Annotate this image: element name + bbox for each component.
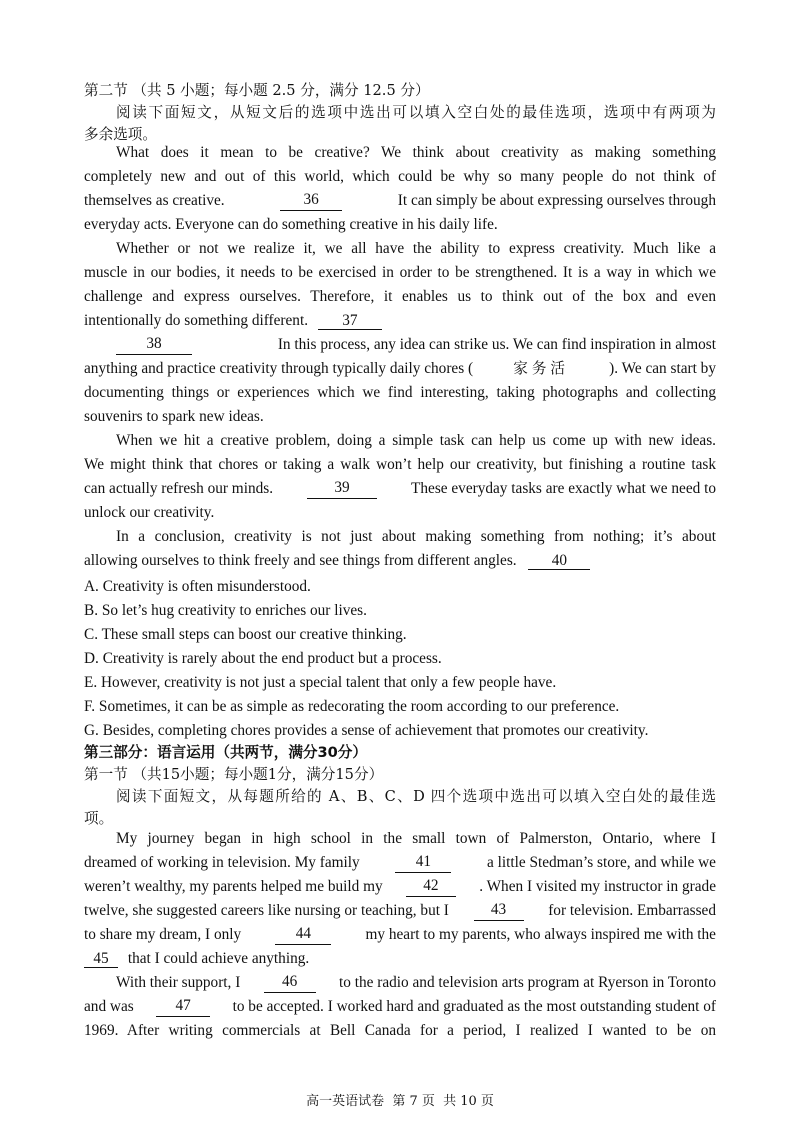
passage-line: When we hit a creative problem, doing a simple task can help us come up with new ideas.	[116, 432, 716, 449]
passage-text: can actually refresh our minds.	[84, 480, 274, 497]
passage-text: With their support, I	[116, 974, 241, 991]
option-f: F. Sometimes, it can be as simple as redecorating the room according to our preference.	[84, 698, 620, 715]
passage-line	[84, 191, 716, 211]
passage-text: a little Stedman’s store, and while we	[487, 854, 716, 871]
passage-line: challenge and express ourselves. Therefore, it enables us to think out of the box and even	[84, 288, 716, 305]
passage-text: . When I visited my instructor in grade	[479, 878, 716, 895]
page-footer: 高一英语试卷 第 7 页 共 10 页	[306, 1094, 494, 1109]
option-d: D. Creativity is rarely about the end product but a process.	[84, 650, 442, 667]
passage-line: 1969. After writing commercials at Bell Canada for a period, I realized I wanted to be on	[84, 1022, 716, 1039]
passage-line: My journey began in high school in the small town of Palmerston, Ontario, where I	[116, 830, 716, 847]
passage-text: for television. Embarrassed	[548, 902, 716, 919]
passage-line	[84, 949, 309, 969]
passage-text: These everyday tasks are exactly what we need to	[411, 480, 716, 497]
option-g: G. Besides, completing chores provides a sense of achievement that promotes our creativity.	[84, 722, 649, 739]
passage-line	[84, 877, 716, 897]
answer-blank-42: 42	[406, 877, 456, 897]
passage-line: In a conclusion, creativity is not just about making something from nothing; it’s about	[116, 528, 716, 545]
passage-text: dreamed of working in television. My family	[84, 854, 360, 871]
passage-text: allowing ourselves to think freely and see things from different angles.	[84, 552, 517, 569]
passage-text: to share my dream, I only	[84, 926, 242, 943]
answer-blank-37: 37	[318, 312, 382, 330]
answer-blank-38: 38	[116, 335, 192, 355]
passage-text: my heart to my parents, who always inspired me with the	[365, 926, 716, 943]
passage-line	[84, 997, 716, 1017]
option-e: E. However, creativity is not just a special talent that only a few people have.	[84, 674, 557, 691]
passage-text: twelve, she suggested careers like nursing or teaching, but I	[84, 902, 449, 919]
passage-line	[84, 901, 716, 921]
answer-blank-36: 36	[280, 191, 342, 211]
passage-line	[116, 973, 716, 993]
passage-text: intentionally do something different.	[84, 312, 309, 329]
chinese-gloss: 家务活	[513, 360, 570, 377]
passage-line: everyday acts. Everyone can do something creative in his daily life.	[84, 216, 498, 233]
passage-line: Whether or not we realize it, we all have the ability to express creativity. Much like a	[116, 240, 716, 257]
answer-blank-39: 39	[307, 479, 377, 499]
passage-text: ). We can start by	[609, 360, 716, 377]
passage-line	[84, 925, 716, 945]
passage-line	[116, 335, 716, 355]
part-heading: 第三部分：语言运用（共两节，满分30分）	[84, 744, 367, 761]
passage-text: and was	[84, 998, 134, 1015]
answer-blank-41: 41	[395, 853, 451, 873]
passage-line	[84, 853, 716, 873]
passage-text: In this process, any idea can strike us. We can find inspiration in almost	[277, 336, 716, 353]
passage-line	[84, 479, 716, 499]
passage-line: What does it mean to be creative? We think about creativity as making something	[116, 144, 716, 161]
passage-text: It can simply be about expressing ourselves through	[397, 192, 716, 209]
passage-text: to the radio and television arts program at Ryerson in Toronto	[339, 974, 716, 991]
passage-line	[84, 359, 716, 379]
passage-line: completely new and out of this world, which could be why so many people do not think of	[84, 168, 716, 185]
answer-blank-46: 46	[264, 973, 316, 993]
instruction-line: 多余选项。	[84, 126, 157, 143]
passage-text: themselves as creative.	[84, 192, 225, 209]
passage-line	[84, 551, 590, 571]
section-heading: 第二节 （共 5 小题；每小题 2.5 分，满分 12.5 分）	[84, 82, 430, 99]
instruction-line: 阅读下面短文，从每题所给的 A、B、C、D 四个选项中选出可以填入空白处的最佳选	[116, 788, 716, 805]
passage-text: that I could achieve anything.	[127, 950, 310, 967]
option-a: A. Creativity is often misunderstood.	[84, 578, 311, 595]
answer-blank-40: 40	[528, 552, 590, 570]
passage-text: to be accepted. I worked hard and graduated as the most outstanding student of	[232, 998, 716, 1015]
passage-text: weren’t wealthy, my parents helped me build my	[84, 878, 383, 895]
option-b: B. So let’s hug creativity to enriches our lives.	[84, 602, 367, 619]
answer-blank-47: 47	[156, 997, 210, 1017]
answer-blank-45: 45	[84, 950, 118, 968]
instruction-line: 项。	[84, 810, 114, 827]
passage-line: We might think that chores or taking a walk won’t help our creativity, but finishing a routine task	[84, 456, 716, 473]
passage-line: muscle in our bodies, it needs to be exercised in order to be strengthened. It is a way in which we	[84, 264, 716, 281]
answer-blank-44: 44	[275, 925, 331, 945]
passage-line: documenting things or experiences which we find interesting, taking photographs and collecting	[84, 384, 716, 401]
passage-line: souvenirs to spark new ideas.	[84, 408, 264, 425]
passage-text: anything and practice creativity through typically daily chores (	[84, 360, 474, 377]
section-heading: 第一节 （共15小题；每小题1分，满分15分）	[84, 766, 384, 783]
option-c: C. These small steps can boost our creative thinking.	[84, 626, 407, 643]
passage-line	[84, 311, 382, 331]
answer-blank-43: 43	[474, 901, 524, 921]
passage-line: unlock our creativity.	[84, 504, 215, 521]
instruction-line: 阅读下面短文，从短文后的选项中选出可以填入空白处的最佳选项，选项中有两项为	[116, 104, 716, 121]
